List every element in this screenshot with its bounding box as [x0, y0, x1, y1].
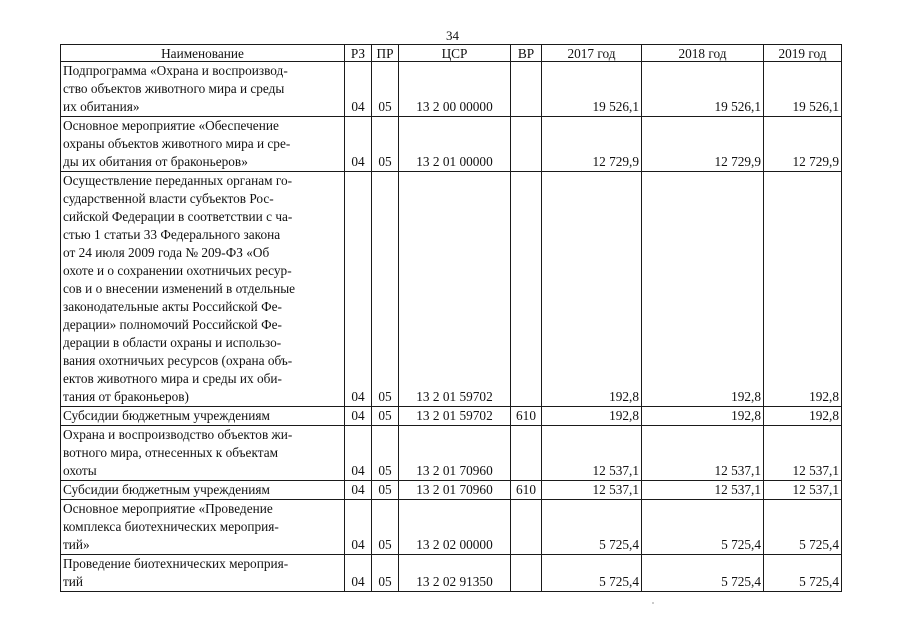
cell-rz: 04	[345, 407, 372, 426]
cell-y2017: 5 725,4	[542, 555, 642, 592]
table-row	[61, 172, 842, 407]
page-number: 34	[446, 28, 459, 43]
cell-vr	[511, 62, 542, 117]
cell-name-line: охраны объектов животного мира и сре-	[63, 136, 291, 151]
cell-name-line: Субсидии бюджетным учреждениям	[63, 482, 270, 497]
cell-csr: 13 2 01 59702	[399, 407, 511, 426]
table-row	[61, 407, 842, 426]
scan-speck	[652, 602, 654, 604]
cell-y2018: 5 725,4	[642, 555, 764, 592]
cell-name-line: ды их обитания от браконьеров»	[63, 154, 248, 169]
cell-csr: 13 2 00 00000	[399, 62, 511, 117]
table-row	[61, 426, 842, 481]
cell-name-line: их обитания»	[63, 99, 140, 114]
header-2018: 2018 год	[642, 45, 764, 62]
cell-y2018: 19 526,1	[642, 62, 764, 117]
header-pr: ПР	[372, 45, 399, 62]
cell-y2018: 12 537,1	[642, 481, 764, 500]
cell-rz: 04	[345, 426, 372, 481]
header-rz: РЗ	[345, 45, 372, 62]
header-name: Наименование	[61, 45, 345, 62]
cell-name-line: дерации» полномочий Российской Фе-	[63, 317, 282, 332]
cell-y2019: 12 729,9	[764, 117, 842, 172]
cell-y2018: 12 537,1	[642, 426, 764, 481]
cell-y2017: 12 729,9	[542, 117, 642, 172]
cell-csr: 13 2 01 00000	[399, 117, 511, 172]
cell-name-line: охоте и о сохранении охотничьих ресур-	[63, 263, 292, 278]
cell-name	[61, 500, 345, 555]
cell-name	[61, 62, 345, 117]
cell-y2017: 5 725,4	[542, 500, 642, 555]
cell-name-line: Основное мероприятие «Проведение	[63, 501, 273, 516]
table-row	[61, 481, 842, 500]
header-2017: 2017 год	[542, 45, 642, 62]
cell-name-line: тий»	[63, 537, 90, 552]
cell-rz: 04	[345, 62, 372, 117]
cell-y2019: 192,8	[764, 407, 842, 426]
cell-name-line: ектов животного мира и среды их оби-	[63, 371, 282, 386]
cell-rz: 04	[345, 500, 372, 555]
cell-csr: 13 2 01 59702	[399, 172, 511, 407]
cell-y2017: 12 537,1	[542, 481, 642, 500]
cell-pr: 05	[372, 407, 399, 426]
cell-vr	[511, 172, 542, 407]
table-row	[61, 117, 842, 172]
cell-name-line: Осуществление переданных органам го-	[63, 173, 293, 188]
cell-pr: 05	[372, 62, 399, 117]
cell-y2019: 192,8	[764, 172, 842, 407]
cell-name-line: вотного мира, отнесенных к объектам	[63, 445, 279, 460]
cell-name-line: законодательные акты Российской Фе-	[63, 299, 282, 314]
cell-y2018: 12 729,9	[642, 117, 764, 172]
cell-name-line: Субсидии бюджетным учреждениям	[63, 408, 270, 423]
cell-name-line: тания от браконьеров)	[63, 389, 189, 404]
table-row	[61, 62, 842, 117]
budget-table	[60, 44, 842, 592]
cell-name-line: Охрана и воспроизводство объектов жи-	[63, 427, 293, 442]
cell-vr: 610	[511, 481, 542, 500]
cell-pr: 05	[372, 500, 399, 555]
cell-y2019: 5 725,4	[764, 555, 842, 592]
cell-y2017: 192,8	[542, 172, 642, 407]
cell-name-line: охоты	[63, 463, 97, 478]
cell-name-line: сов и о внесении изменений в отдельные	[63, 281, 296, 296]
cell-name-line: Основное мероприятие «Обеспечение	[63, 118, 279, 133]
cell-rz: 04	[345, 555, 372, 592]
table-body	[61, 62, 842, 592]
cell-vr	[511, 500, 542, 555]
table-header-row	[61, 45, 842, 62]
cell-y2018: 5 725,4	[642, 500, 764, 555]
cell-name	[61, 117, 345, 172]
cell-name	[61, 426, 345, 481]
cell-name-line: сийской Федерации в соответствии с ча-	[63, 209, 293, 224]
cell-name-line: комплекса биотехнических мероприя-	[63, 519, 279, 534]
cell-name-line: сударственной власти субъектов Рос-	[63, 191, 274, 206]
cell-rz: 04	[345, 172, 372, 407]
cell-name-line: ство объектов животного мира и среды	[63, 81, 285, 96]
cell-y2017: 12 537,1	[542, 426, 642, 481]
cell-y2019: 5 725,4	[764, 500, 842, 555]
cell-pr: 05	[372, 172, 399, 407]
cell-name-line: дерации в области охраны и использо-	[63, 335, 282, 350]
cell-y2019: 19 526,1	[764, 62, 842, 117]
cell-vr	[511, 426, 542, 481]
cell-y2019: 12 537,1	[764, 481, 842, 500]
cell-name	[61, 481, 345, 500]
cell-pr: 05	[372, 555, 399, 592]
cell-y2019: 12 537,1	[764, 426, 842, 481]
cell-csr: 13 2 01 70960	[399, 481, 511, 500]
cell-name-line: тий	[63, 574, 84, 589]
cell-csr: 13 2 02 91350	[399, 555, 511, 592]
cell-name-line: от 24 июля 2009 года № 209-ФЗ «Об	[63, 245, 270, 260]
cell-pr: 05	[372, 426, 399, 481]
cell-csr: 13 2 02 00000	[399, 500, 511, 555]
cell-vr	[511, 117, 542, 172]
cell-name-line: вания охотничьих ресурсов (охрана объ-	[63, 353, 293, 368]
cell-pr: 05	[372, 481, 399, 500]
cell-name-line: Подпрограмма «Охрана и воспроизвод-	[63, 63, 288, 78]
header-2019: 2019 год	[764, 45, 842, 62]
cell-name	[61, 172, 345, 407]
table-row	[61, 555, 842, 592]
cell-y2017: 19 526,1	[542, 62, 642, 117]
cell-name-line: Проведение биотехнических мероприя-	[63, 556, 289, 571]
cell-y2018: 192,8	[642, 172, 764, 407]
cell-name-line: стью 1 статьи 33 Федерального закона	[63, 227, 281, 242]
table-row	[61, 500, 842, 555]
cell-y2018: 192,8	[642, 407, 764, 426]
cell-y2017: 192,8	[542, 407, 642, 426]
cell-name	[61, 407, 345, 426]
cell-name	[61, 555, 345, 592]
header-csr: ЦСР	[399, 45, 511, 62]
cell-rz: 04	[345, 117, 372, 172]
cell-vr	[511, 555, 542, 592]
cell-csr: 13 2 01 70960	[399, 426, 511, 481]
cell-rz: 04	[345, 481, 372, 500]
header-vr: ВР	[511, 45, 542, 62]
cell-vr: 610	[511, 407, 542, 426]
cell-pr: 05	[372, 117, 399, 172]
